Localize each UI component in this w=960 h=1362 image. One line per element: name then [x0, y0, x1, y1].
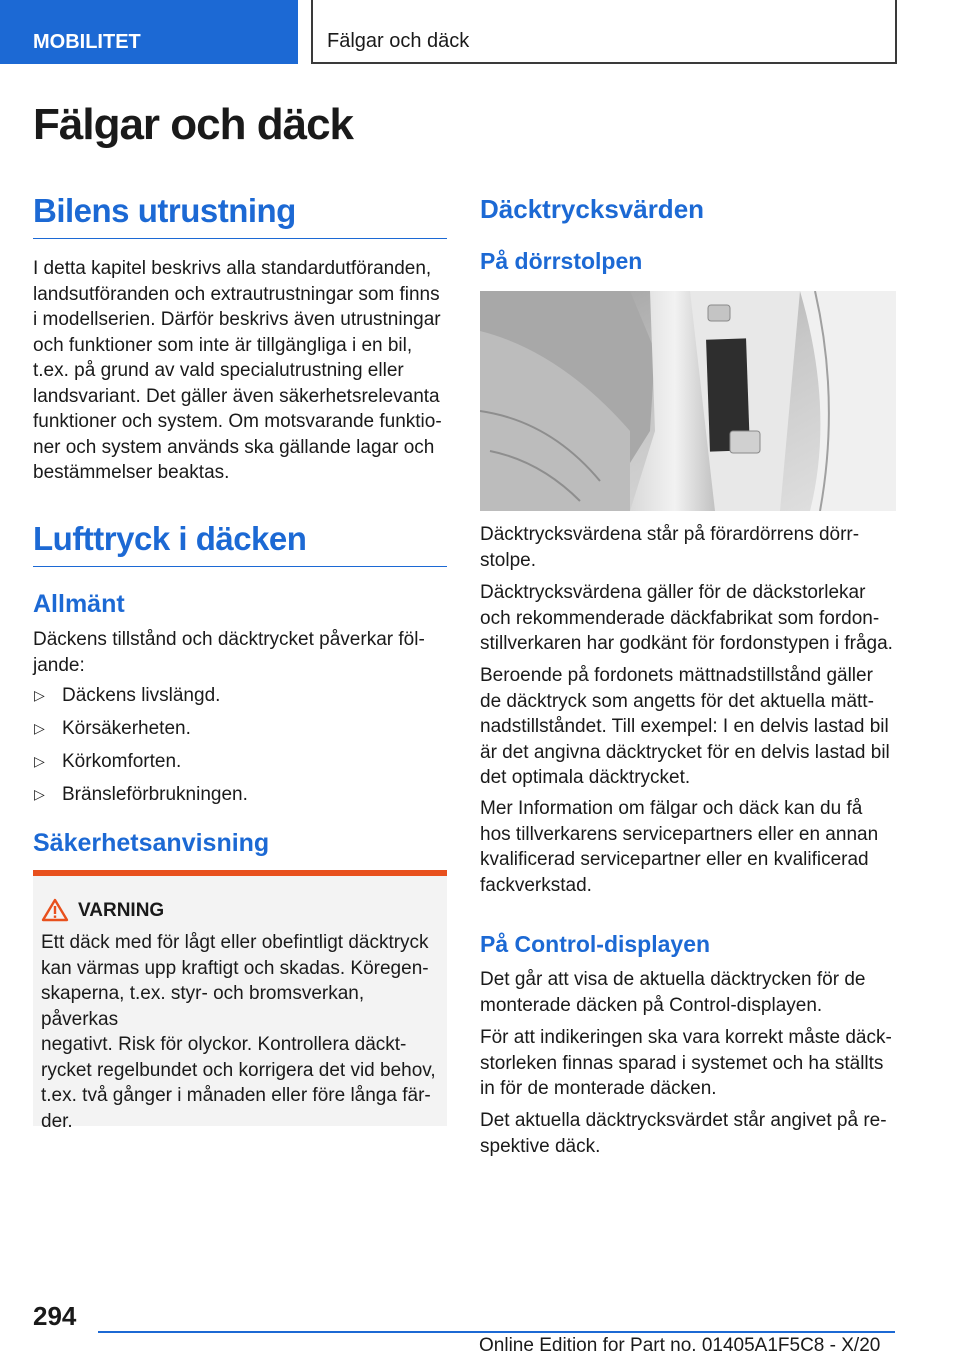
- warning-title: VARNING: [78, 900, 165, 921]
- footer-edition: Online Edition for Part no. 01405A1F5C8 - X/20: [479, 1335, 881, 1356]
- pillar-paragraph-2: Däcktrycksvärdena gäller för de däckstorlekar och rekommenderade däckfabrikat som fordon‐ stillverkaren har godkänt för fordonstypen i fråga.: [480, 582, 893, 654]
- triangle-right-icon: ▷: [34, 786, 45, 802]
- pillar-heading: På dörrstolpen: [480, 248, 643, 274]
- general-heading: Allmänt: [33, 590, 125, 618]
- pillar-paragraph-3: Beroende på fordonets mättnadstillstånd gäller de däcktryck som angetts för det aktuella mätt‐ nadstillståndet. Till exempel: I en delvis lastad bil är det angivna däcktrycket för en delvis lastad bil det optimala däcktrycket.: [480, 665, 890, 788]
- general-paragraph: Däckens tillstånd och däcktrycket påverkar föl‐ jande:: [33, 629, 425, 676]
- warning-text: Ett däck med för lågt eller obefintligt däcktryck kan värmas upp kraftigt och skadas. Köregen‐ skaperna, t.ex. styr- och bromsverkan, påverkas negativt. Risk för olyckor. Kontrollera däckt‐ rycket regelbundet och korrigera det vid behov, t.ex. två gånger i månaden eller före långa fär‐ der.: [41, 932, 436, 1132]
- footer-divider: [98, 1331, 895, 1333]
- triangle-right-icon: ▷: [34, 720, 45, 736]
- page-title: Fälgar och däck: [33, 100, 354, 149]
- display-paragraph-3: Det aktuella däcktrycksvärdet står angivet på re‐ spektive däck.: [480, 1110, 887, 1157]
- equipment-paragraph: I detta kapitel beskrivs alla standardutföranden, landsutföranden och extrautrustningar som finns i modellserien. Därför beskrivs även utrustningar och funktioner som inte är tillgängliga i en bil, t.ex. på grund av vald specialutrustning eller landsvariant. Det gäller även säkerhetsrelevanta funktioner och system. Om motsvarande funktio‐ ner och system används ska gällande lagar och bestämmelser beaktas.: [33, 258, 442, 483]
- list-item: ▷ Bränsleförbrukningen.: [33, 778, 248, 811]
- header-chapter-box: [311, 0, 897, 64]
- list-item: ▷ Körkomforten.: [33, 745, 248, 778]
- safety-heading: Säkerhetsanvisning: [33, 829, 270, 857]
- pressure-heading: Lufttryck i däcken: [33, 520, 447, 567]
- warning-box: [33, 876, 447, 1132]
- list-item: ▷ Körsäkerheten.: [33, 712, 248, 745]
- triangle-right-icon: ▷: [34, 753, 45, 769]
- warning-triangle-icon: [41, 898, 69, 922]
- display-paragraph-1: Det går att visa de aktuella däcktrycken för de monterade däcken på Control-displayen.: [480, 969, 866, 1016]
- effects-list: [33, 679, 248, 811]
- pillar-paragraph-4: Mer Information om fälgar och däck kan du få hos tillverkarens servicepartners eller en annan kvalificerad servicepartner eller en kvalificerad fackverkstad.: [480, 798, 879, 896]
- door-pillar-photo: [480, 291, 896, 511]
- list-item: ▷ Däckens livslängd.: [33, 679, 248, 712]
- display-paragraph-2: För att indikeringen ska vara korrekt måste däck‐ storleken finnas sparad i systemet och ha ställts in för de monterade däcken.: [480, 1027, 892, 1099]
- values-heading: Däcktrycksvärden: [480, 194, 705, 224]
- display-heading: På Control-displayen: [480, 931, 711, 957]
- header-section-label: MOBILITET: [33, 31, 141, 53]
- header-chapter-label: Fälgar och däck: [327, 30, 470, 52]
- pillar-paragraph-1: Däcktrycksvärdena står på förardörrens dörr‐ stolpe.: [480, 524, 860, 571]
- header-section-tab: [0, 0, 298, 64]
- equipment-heading: Bilens utrustning: [33, 192, 447, 239]
- triangle-right-icon: ▷: [34, 687, 45, 703]
- page-number: 294: [33, 1301, 77, 1331]
